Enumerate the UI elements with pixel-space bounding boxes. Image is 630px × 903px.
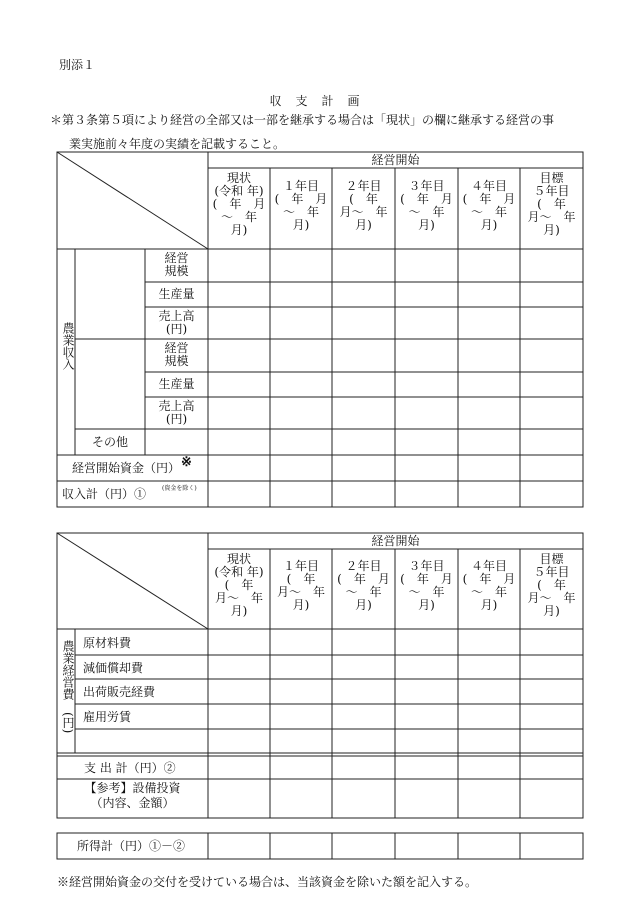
col-header-year2: ２年目 ( 年 月～ 年 月) [339,179,388,232]
footnote: ※経営開始資金の交付を受けている場合は、当該資金を除いた額を記入する。 [57,875,478,889]
col-header-year1: １年目 ( 年 月 ～ 年 月) [274,179,328,232]
col-header-year3: ３年目 ( 年 月 ～ 年 月) [400,179,453,232]
page-title: 収 支 計 画 [269,94,361,108]
row-label-shipping: 出荷販売経費 [83,685,156,699]
row-label-depreciation: 減価償却費 [83,661,144,675]
col2-header-year1: １年目 ( 年 月～ 年 月) [276,559,325,612]
col2-header-year2: ２年目 ( 年 月 ～ 年 月) [337,559,390,612]
row-label-output-1: 生産量 [158,287,195,301]
row-label-income-total: 収入計（円）① [62,487,147,501]
row-label-output-2: 生産量 [158,377,195,391]
col-header-target: 目標 ５年目 ( 年 月～ 年 月) [527,171,576,237]
row-label-expense-total: 支 出 計（円）② [84,761,176,775]
row-label-income-net: 所得計（円）①－② [77,839,186,853]
col-header-year4: ４年目 ( 年 月 ～ 年 月) [462,179,516,232]
row-label-sales-2: 売上高 (円) [158,399,195,426]
col2-header-current: 現状 (令和 年) ( 年 月～ 年 月) [214,552,264,618]
income-total-note: (資金を除く) [162,485,197,492]
col2-header-year4: ４年目 ( 年 月 ～ 年 月) [462,559,516,612]
note-line-1: ＊第３条第５項により経営の全部又は一部を継承する場合は「現状」の欄に継承する経営の事 [50,113,555,127]
row-label-start-funds: 経営開始資金（円） [72,461,181,475]
expense-group-label: 農業経営費 [61,640,75,700]
group-header-2: 経営開始 [371,534,420,548]
col2-header-target: 目標 ５年目 ( 年 月～ 年 月) [527,552,576,618]
row-label-other: その他 [91,435,128,449]
row-label-materials: 原材料費 [83,636,132,650]
row-label-sales-1: 売上高 (円) [158,309,195,336]
group-header: 経営開始 [371,153,420,167]
row-label-investment-detail: （内容、金額） [90,796,175,810]
income-group-label: 農業収入 [61,322,75,370]
col2-header-year3: ３年目 ( 年 月 ～ 年 月) [400,559,453,612]
attachment-label: 別添１ [59,58,96,72]
col-header-current: 現状 (令和 年) ( 年 月 ～ 年 月) [212,171,266,237]
row-label-investment: 【参考】設備投資 [84,781,181,795]
row-label-scale-1: 経営 規模 [164,251,189,278]
row-label-labor: 雇用労賃 [83,710,132,724]
row-label-scale-2: 経営 規模 [164,341,189,368]
note-line-2: 業実施前々年度の実績を記載すること。 [69,137,286,151]
expense-unit-label: (円) [61,712,75,734]
start-funds-mark: ※ [181,455,192,470]
